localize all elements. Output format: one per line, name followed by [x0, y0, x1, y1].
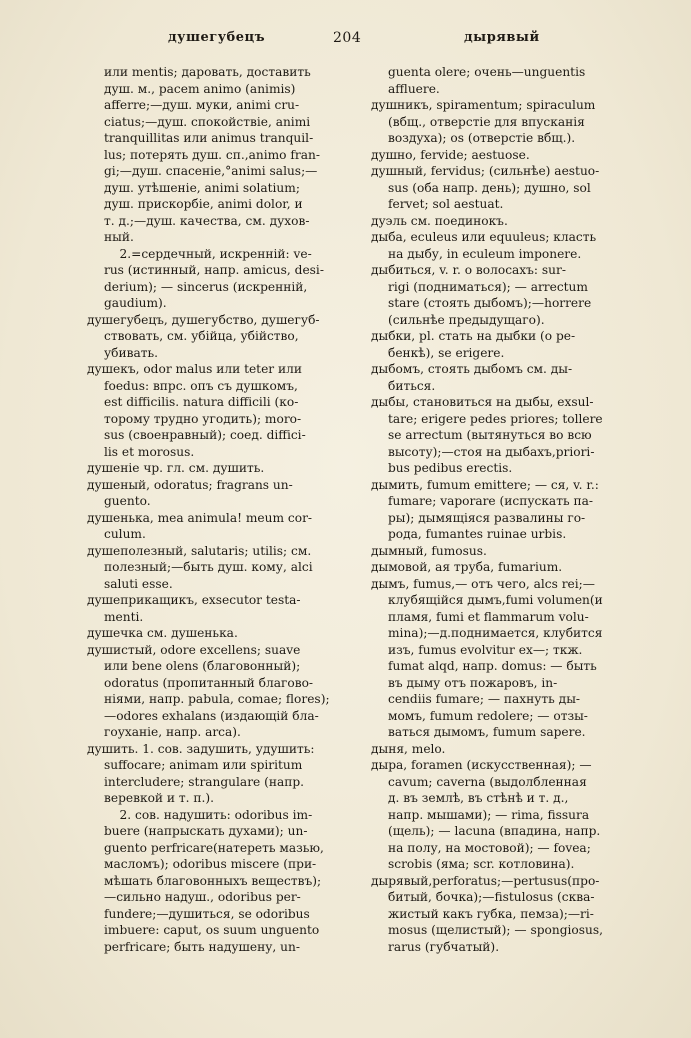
entry-line: gaudium).: [104, 296, 167, 310]
entry-line: пламя, fumi et flammarum volu-: [388, 609, 589, 624]
entry-line: рода, fumantes ruinae urbis.: [388, 527, 567, 541]
entry-headword-line: душеный, odoratus; fragrans un-: [87, 477, 293, 492]
entry-line: высоту);—стоя на дыбахъ,priori-: [388, 444, 595, 459]
entry-line: fumat alqd, напр. domus: — быть: [388, 659, 597, 673]
entry-headword-line: дыбиться, v. r. о волосахъ: sur-: [371, 263, 566, 277]
left-column: [87, 64, 349, 955]
entry-line: foedus: впрс. опъ съ душкомъ,: [104, 378, 298, 393]
entry-line: душ. утѣшеніе, animi solatium;: [104, 180, 300, 195]
entry-line: 2.=сердечный, искренній: ve-: [104, 246, 312, 261]
entry-line: на дыбу, in eculeum imponere.: [388, 246, 582, 261]
entry-headword-line: дуэль см. поединокъ.: [371, 213, 508, 228]
entry-line: мѣшать благовонныхъ веществъ);: [104, 873, 322, 888]
entry-line: 2. сов. надушить: odoribus im-: [104, 807, 313, 822]
entry-line: lus; потерять душ. сп.,animo fran-: [104, 147, 320, 162]
entry-line: на полу, на мостовой); — fovea;: [388, 840, 591, 855]
entry-line: derium); — sincerus (искренній,: [104, 279, 308, 294]
entry-line: fundere;—душиться, se odoribus: [104, 906, 310, 921]
entry-headword-line: душный, fervidus; (сильнѣе) aestuo-: [371, 164, 600, 178]
entry-line: убивать.: [104, 345, 159, 360]
entry-headword-line: дымный, fumosus.: [371, 543, 487, 558]
entry-headword-line: дымъ, fumus,— отъ чего, alcs rei;—: [371, 576, 595, 591]
page-number: 204: [333, 30, 362, 46]
entry-line: ры); дымящіяся развалины го-: [388, 510, 586, 525]
entry-headword-line: душникъ, spiramentum; spiraculum: [371, 98, 596, 112]
entry-line: menti.: [104, 609, 144, 624]
entry-headword-line: душегубецъ, душегубство, душегуб-: [87, 312, 320, 327]
entry-headword-line: душеприкащикъ, exsecutor testa-: [87, 593, 301, 607]
entry-line: масломъ); odoribus miscere (при-: [104, 857, 317, 871]
entry-line: (щель); — lacuna (впадина, напр.: [388, 824, 601, 838]
entry-headword-line: душить. 1. сов. задушить, удушить:: [87, 741, 315, 756]
entry-headword-line: душеніе чр. гл. см. душить.: [87, 461, 265, 475]
entry-headword-line: душечка см. душенька.: [87, 626, 238, 640]
entry-headword-line: дырявый,perforatus;—pertusus(про-: [371, 873, 600, 888]
entry-line: tranquillitas или animus tranquil-: [104, 131, 314, 145]
entry-line: fumare; vaporare (испускать па-: [388, 494, 593, 508]
running-head-right: дырявый: [464, 30, 540, 45]
entry-headword-line: душистый, odore excellens; suave: [87, 642, 301, 657]
entry-line: въ дыму отъ пожаровъ, in-: [388, 675, 558, 690]
entry-headword-line: дыня, melo.: [371, 741, 446, 756]
entry-line: жистый какъ губка, пемза);—ri-: [388, 906, 594, 921]
entry-line: guenta olere; очень—unguentis: [388, 65, 586, 79]
entry-headword-line: душенька, mea animula! meum cor-: [87, 510, 313, 525]
entry-line: mina);—д.поднимается, клубится: [388, 626, 603, 640]
entry-headword-line: душекъ, odor malus или teter или: [87, 362, 302, 376]
entry-line: торому трудно угодить); moro-: [104, 411, 302, 426]
entry-line: ciatus;—душ. спокойствіе, animi: [104, 114, 311, 129]
entry-headword-line: дыба, eculeus или equuleus; класть: [371, 230, 597, 244]
entry-line: perfricare; быть надушену, un-: [104, 939, 300, 954]
entry-line: —odores exhalans (издающій бла-: [104, 708, 319, 723]
entry-line: или mentis; даровать, доставить: [104, 65, 311, 79]
entry-line: ный.: [104, 230, 134, 244]
entry-line: cendiis fumare; — пахнуть ды-: [388, 692, 581, 706]
entry-line: ваться дымомъ, fumum sapere.: [388, 725, 586, 739]
entry-headword-line: душно, fervide; aestuose.: [371, 147, 530, 162]
entry-line: sus (оба напр. день); душно, sol: [388, 180, 591, 195]
entry-line: odoratus (пропитанный благово-: [104, 675, 314, 690]
entry-headword-line: дыбы, становиться на дыбы, exsul-: [371, 395, 594, 409]
entry-line: rus (истинный, напр. amicus, desi-: [104, 263, 324, 277]
entry-line: sus (своенравный); соед. diffici-: [104, 428, 306, 442]
entry-line: buere (напрыскать духами); un-: [104, 824, 308, 838]
entry-line: ніями, напр. pabula, comae; flores);: [104, 692, 330, 706]
entry-line: guento perfricare(натереть мазью,: [104, 840, 324, 855]
entry-line: биться.: [388, 378, 436, 393]
entry-line: saluti esse.: [104, 576, 173, 591]
entry-line: culum.: [104, 527, 146, 541]
entry-line: rigi (подниматься); — arrectum: [388, 279, 588, 294]
entry-headword-line: душеполезный, salutaris; utilis; см.: [87, 543, 312, 558]
entry-line: душ. м., pacem animo (animis): [104, 81, 296, 96]
entry-line: rarus (губчатый).: [388, 939, 500, 954]
entry-line: bus pedibus erectis.: [388, 461, 513, 475]
entry-line: guento.: [104, 494, 151, 508]
entry-line: tare; erigere pedes priores; tollere: [388, 411, 603, 426]
entry-line: полезный;—быть душ. кому, alci: [104, 560, 313, 574]
entry-line: afferre;—душ. муки, animi cru-: [104, 98, 300, 112]
entry-line: бенкѣ), se erigere.: [388, 345, 505, 360]
entry-line: est difficilis. natura difficili (ко-: [104, 395, 299, 409]
entry-line: —сильно надуш., odoribus per-: [104, 890, 301, 904]
entry-line: gi;—душ. спасеніе,°animi salus;—: [104, 164, 318, 178]
entry-line: напр. мышами); — rima, fissura: [388, 807, 590, 822]
entry-headword-line: дымовой, ая труба, fumarium.: [371, 560, 563, 574]
entry-line: момъ, fumum redolere; — отзы-: [388, 708, 588, 723]
entry-line: lis et morosus.: [104, 444, 195, 459]
entry-line: веревкой и т. п.).: [104, 791, 215, 805]
entry-line: intercludere; strangulare (напр.: [104, 774, 305, 789]
entry-line: т. д.;—душ. качества, см. духов-: [104, 213, 310, 228]
entry-line: affluere.: [388, 81, 440, 96]
right-column: [371, 64, 633, 955]
entry-line: fervet; sol aestuat.: [388, 197, 504, 211]
entry-line: битый, бочка);—fistulosus (сква-: [388, 890, 595, 904]
entry-headword-line: дыра, foramen (искусственная); —: [371, 758, 592, 772]
entry-line: душ. прискорбіе, animi dolor, и: [104, 197, 303, 211]
entry-line: suffocare; animam или spiritum: [104, 758, 303, 772]
entry-headword-line: дыбомъ, стоять дыбомъ см. ды-: [371, 362, 573, 376]
entry-line: ствовать, см. убійца, убійство,: [104, 329, 299, 343]
entry-line: mosus (щелистый); — spongiosus,: [388, 923, 603, 937]
entry-line: scrobis (яма; scr. котловина).: [388, 857, 575, 871]
entry-line: или bene olens (благовонный);: [104, 659, 301, 673]
entry-line: cavum; caverna (выдолбленная: [388, 774, 587, 789]
entry-line: (сильнѣе предыдущаго).: [388, 312, 545, 327]
entry-line: изъ, fumus evolvitur ex—; ткж.: [388, 642, 583, 657]
entry-line: клубящійся дымъ,fumi volumen(и: [388, 593, 603, 607]
entry-headword-line: дымить, fumum emittere; — ся, v. r.:: [371, 477, 599, 492]
entry-line: д. въ землѣ, въ стѣнѣ и т. д.,: [388, 791, 569, 805]
entry-line: stare (стоять дыбомъ);—horrere: [388, 296, 592, 310]
entry-line: гоуханіе, напр. arca).: [104, 725, 241, 739]
entry-line: imbuere: caput, os suum unguento: [104, 923, 320, 937]
entry-line: воздуха); os (отверстіе вбщ.).: [388, 131, 576, 145]
entry-headword-line: дыбки, pl. стать на дыбки (о ре-: [371, 329, 576, 343]
entry-line: (вбщ., отверстіе для впусканія: [388, 114, 585, 129]
running-head-left: душегубецъ: [168, 30, 266, 45]
entry-line: se arrectum (вытянуться во всю: [388, 428, 592, 442]
